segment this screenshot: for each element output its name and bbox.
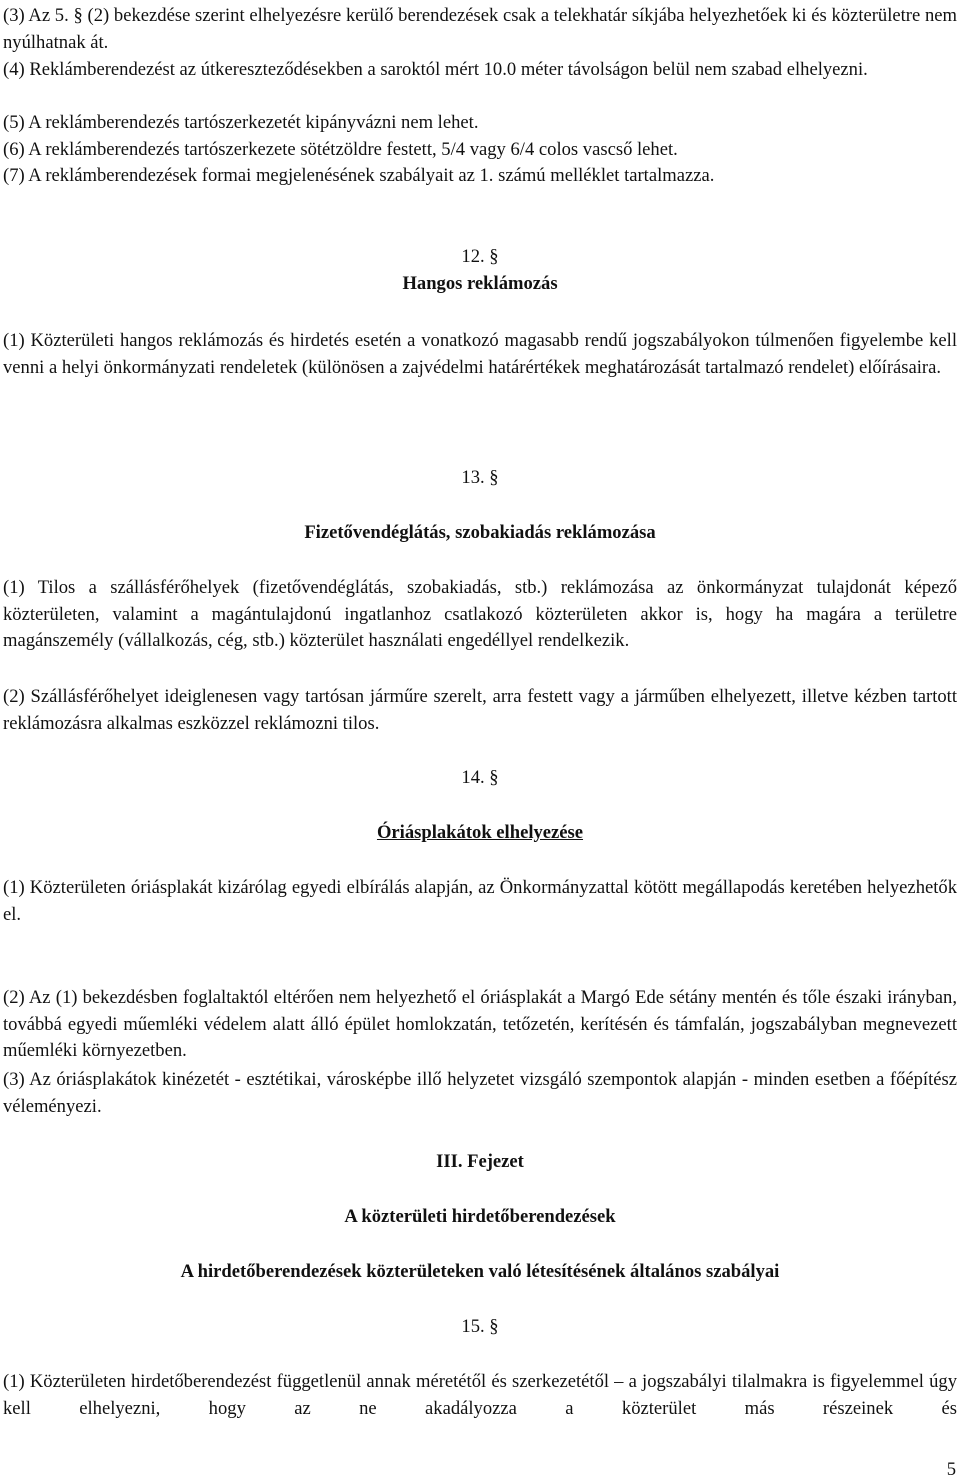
section-title: Hangos reklámozás (402, 273, 558, 294)
section-paragraph: (2) Szállásférőhelyet ideiglenesen vagy tartósan járműre szerelt, arra festett vagy a járműben elhelyezett, illetve kézben tartott reklámozásra alkalmas eszközzel reklámozni tilos. (3, 686, 957, 734)
section-title: Fizetővendéglátás, szobakiadás reklámozása (304, 522, 656, 543)
chapter-subtitle: A közterületi hirdetőberendezések (344, 1206, 616, 1227)
paragraph-6: (6) A reklámberendezés tartószerkezete sötétzöldre festett, 5/4 vagy 6/4 colos vascső lehet. (3, 139, 678, 160)
section-number: 15. § (461, 1316, 499, 1337)
section-title: Óriásplakátok elhelyezése (376, 822, 584, 843)
section-number: 12. § (461, 246, 499, 267)
section-paragraph: (1) Tilos a szállásférőhelyek (fizetővendéglátás, szobakiadás, stb.) reklámozása az önkormányzat tulajdonát képező közterületen, valamint a magántulajdonú ingatlanhoz csatlakozó közterületen akkor is, hogy ha magára a területre magánszemély (vállalkozás, cég, stb.) közterület használati engedéllyel rendelkezik. (3, 577, 957, 651)
section-paragraph: (1) Közterületi hangos reklámozás és hirdetés esetén a vonatkozó magasabb rendű jogszabályokon túlmenően figyelembe kell venni a helyi önkormányzati rendeletek (különösen a zajvédelmi határértékek meghatározását tartalmazó rendelet) előírásaira. (3, 330, 957, 378)
paragraph-7: (7) A reklámberendezések formai megjelenésének szabályait az 1. számú melléklet tartalmazza. (3, 165, 715, 186)
section-paragraph: (1) Közterületen óriásplakát kizárólag egyedi elbírálás alapján, az Önkormányzattal kötött megállapodás keretében helyezhetők el. (3, 877, 957, 925)
paragraph-4: (4) Reklámberendezést az útkereszteződésekben a saroktól mért 10.0 méter távolságon belül nem szabad elhelyezni. (3, 59, 868, 80)
page-number: 5 (946, 1459, 956, 1480)
section-paragraph: (1) Közterületen hirdetőberendezést függetlenül annak méretétől és szerkezetétől – a jogszabályi tilalmakra is figyelemmel úgy kell elhelyezni, hogy az ne akadályozza a közterület más részeinek és (3, 1371, 957, 1419)
paragraph-3: (3) Az 5. § (2) bekezdése szerint elhelyezésre kerülő berendezések csak a telekhatár síkjába helyezhetőek ki és közterületre nem nyúlhatnak át. (3, 5, 957, 53)
chapter-title: III. Fejezet (436, 1151, 524, 1172)
section-number: 13. § (461, 467, 499, 488)
section-paragraph: (3) Az óriásplakátok kinézetét - esztétikai, városképbe illő helyzetet vizsgáló szempontok alapján - minden esetben a főépítész véleményezi. (3, 1069, 957, 1117)
section-paragraph: (2) Az (1) bekezdésben foglaltaktól eltérően nem helyezhető el óriásplakát a Margó Ede sétány mentén és tőle északi irányban, továbbá egyedi műemléki védelem alatt álló épület homlokzatán, tetőzetén, kerítésén és támfalán, jogszabályban megnevezett műemléki környezetben. (3, 987, 957, 1061)
chapter-heading: A hirdetőberendezések közterületeken való létesítésének általános szabályai (180, 1261, 780, 1282)
paragraph-5: (5) A reklámberendezés tartószerkezetét kipányvázni nem lehet. (3, 112, 479, 133)
section-number: 14. § (461, 767, 499, 788)
